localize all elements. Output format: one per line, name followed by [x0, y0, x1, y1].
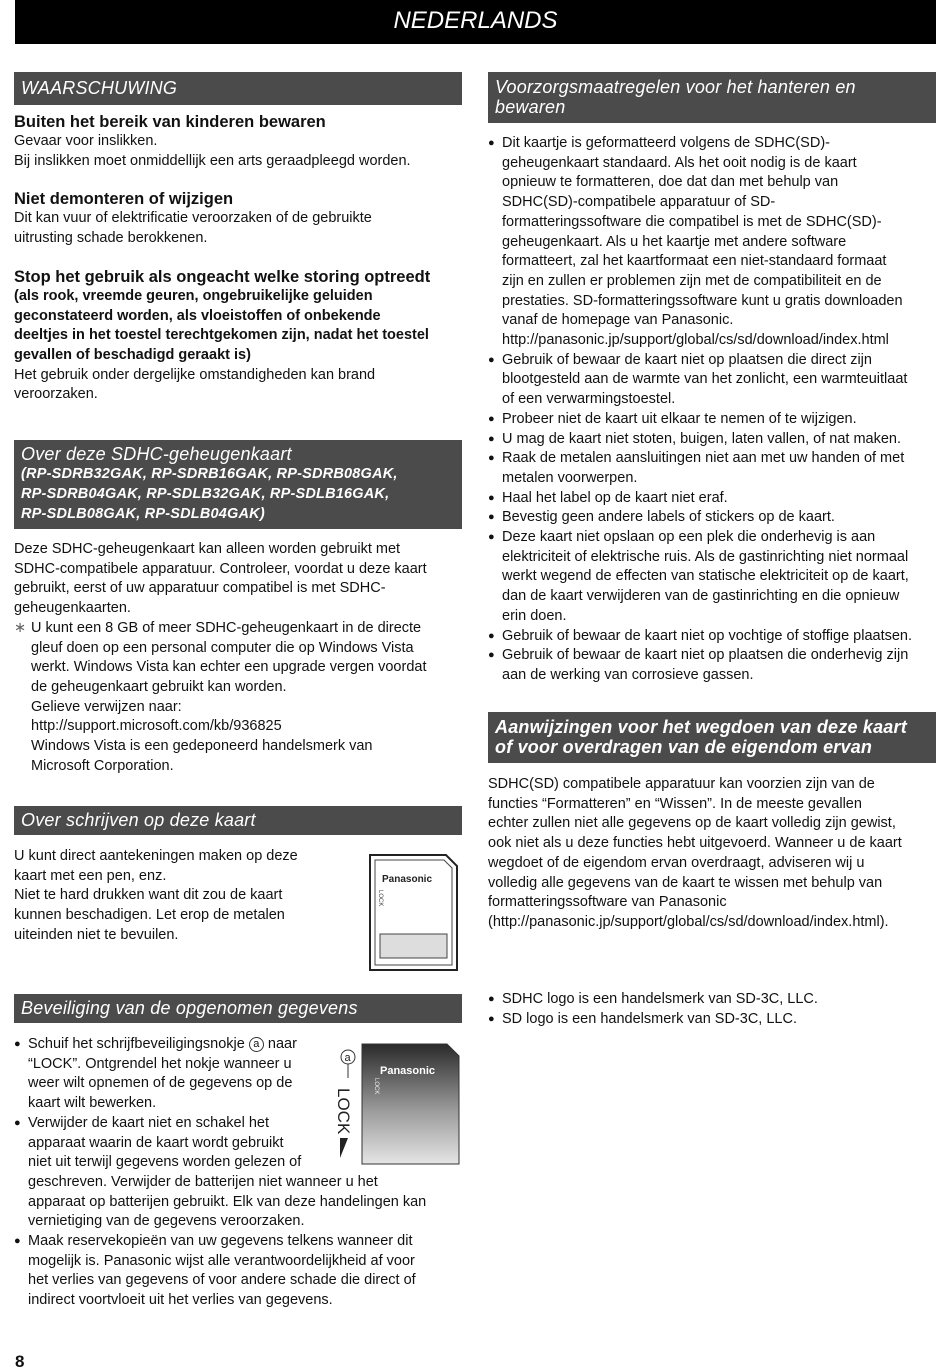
kids-line: Gevaar voor inslikken.	[14, 133, 158, 149]
security-line: naar	[267, 1036, 297, 1052]
card-lock-small: LOCK	[373, 1078, 379, 1095]
security-line: ● Verwijder de kaart niet en schakel het	[28, 1114, 269, 1131]
dismantle-line: Dit kan vuur of elektrificatie veroorzaken of de gebruikte	[14, 210, 372, 227]
trademark-item	[488, 990, 936, 1010]
disposal-line: volledig alle gegevens van de kaart te wissen met behulp van	[488, 874, 883, 891]
stop-bold-line: geconstateerd worden, als vloeistoffen of onbekende	[14, 307, 381, 324]
writing-line: kaart met een pen, enz.	[14, 867, 167, 884]
text-line: of een verwarmingstoestel.	[502, 391, 676, 408]
about-line: Deze SDHC-geheugenkaart kan alleen worden gebruikt met	[14, 541, 401, 557]
lock-label: LOCK	[334, 1088, 353, 1135]
kids-line: Bij inslikken moet onmiddellijk een arts geraadpleegd worden.	[14, 152, 411, 169]
disposal-heading	[488, 712, 936, 763]
panasonic-download-url: http://panasonic.jp/support/global/cs/sd/download/index.html	[502, 332, 889, 349]
security-line: kaart wilt bewerken.	[28, 1095, 157, 1112]
stop-bold-line: deeltjes in het toestel terechtgekomen zijn, nadat het toestel	[14, 327, 429, 344]
kids-title: Buiten het bereik van kinderen bewaren	[14, 113, 326, 131]
security-line: apparaat waarin de kaart wordt gebruikt	[28, 1134, 284, 1151]
dismantle-title: Niet demonteren of wijzigen	[14, 190, 234, 209]
note-line: de geheugenkaart gebruikt kan worden.	[31, 678, 287, 695]
card-lock-label: LOCK	[377, 890, 383, 907]
text-line: ● Raak de metalen aansluitingen niet aan met uw handen of met	[502, 450, 905, 467]
dismantle-line: uitrusting schade berokkenen.	[14, 230, 208, 247]
warning-section	[14, 112, 462, 405]
security-line: Schuif het schrijfbeveiligingsnokje	[28, 1036, 245, 1052]
text-line: blootgesteld aan de warmte van het zonlicht, een warmteuitlaat	[502, 371, 908, 388]
disposal-url: (http://panasonic.jp/support/global/cs/sd/download/index.html).	[488, 913, 889, 930]
handling-item	[488, 449, 936, 488]
lock-arrow-icon	[340, 1138, 348, 1158]
card-brand: Panasonic	[380, 1065, 436, 1077]
security-line: “LOCK”. Ontgrendel het nokje wanneer u	[28, 1055, 292, 1072]
sd-card-illustration	[368, 852, 460, 974]
handling-item	[488, 508, 936, 528]
trademarks-section	[488, 990, 936, 1029]
handling-item	[488, 351, 936, 410]
text-line: elektriciteit of elektrische ruis. Als de gastinrichting niet normaal	[502, 548, 909, 565]
text-line: geheugenkaart. Als u het kaartje met andere software	[502, 233, 847, 250]
text-line: ● U mag de kaart niet stoten, buigen, laten vallen, of nat maken.	[502, 430, 901, 447]
text-line: opnieuw te formatteren, doe dat dan met behulp van	[502, 174, 839, 191]
writing-line: U kunt direct aantekeningen maken op deze	[14, 848, 298, 864]
writing-area	[380, 934, 447, 958]
writing-line: Niet te hard drukken want dit zou de kaart	[14, 887, 283, 904]
handling-title-line: Voorzorgsmaatregelen voor het hanteren en	[495, 77, 856, 97]
security-heading: Beveiliging van de opgenomen gegevens	[14, 994, 462, 1023]
text-line: aan de werking van corrosieve gassen.	[502, 666, 754, 683]
text-line: ● Haal het label op de kaart niet eraf.	[502, 489, 728, 506]
about-models: (RP-SDRB32GAK, RP-SDRB16GAK, RP-SDRB08GAK,	[21, 466, 398, 482]
card-body	[362, 1044, 459, 1164]
note-line: U kunt een 8 GB of meer SDHC-geheugenkaart in de directe	[31, 619, 422, 636]
security-line: vernietiging van de gegevens veroorzaken.	[28, 1213, 305, 1230]
text-line: ● SD logo is een handelsmerk van SD-3C, LLC.	[502, 1010, 797, 1027]
note-line: werkt. Windows Vista kan echter een upgrade vergen voordat	[31, 659, 427, 676]
stop-bold-line: gevallen of beschadigd geraakt is)	[14, 346, 251, 363]
text-line: ● Gebruik of bewaar de kaart niet op vochtige of stoffige plaatsen.	[502, 627, 913, 644]
note-line: gleuf doen op een personal computer die op Windows Vista	[31, 639, 414, 656]
note-line: Microsoft Corporation.	[31, 757, 174, 774]
stop-line: veroorzaken.	[14, 386, 98, 403]
left-column	[14, 72, 462, 405]
about-line: SDHC-compatibele apparatuur. Controleer, voordat u deze kaart	[14, 560, 427, 577]
security-item	[14, 1232, 462, 1311]
sd-card-lock-illustration	[330, 1040, 462, 1166]
handling-heading	[488, 72, 936, 123]
about-card-section	[14, 440, 462, 776]
about-title: Over deze SDHC-geheugenkaart	[21, 444, 292, 464]
handling-item	[488, 646, 936, 685]
text-line: geheugenkaart standaard. Als het ooit nodig is de kaart	[502, 154, 857, 171]
writing-line: uiteinden niet te bevuilen.	[14, 926, 179, 943]
text-line: dan de kaart verwijderen van de gastinrichting en die opnieuw	[502, 588, 900, 605]
handling-item	[488, 489, 936, 509]
security-line: indirect voortvloeit uit het verlies van gegevens.	[28, 1292, 333, 1309]
disposal-title-line: of voor overdragen van de eigendom ervan	[495, 737, 873, 757]
text-line: ● Dit kaartje is geformatteerd volgens de SDHC(SD)-	[502, 135, 830, 151]
language-header: NEDERLANDS	[15, 0, 936, 44]
note-link: http://support.microsoft.com/kb/936825	[31, 718, 282, 735]
security-line: het verlies van gegevens of voor andere schade die direct of	[28, 1272, 416, 1289]
about-heading	[14, 440, 462, 529]
disposal-line: functies “Formatteren” en “Wissen”. In de meeste gevallen	[488, 795, 862, 812]
handling-list	[488, 134, 936, 686]
stop-bold-line: (als rook, vreemde geuren, ongebruikelijke geluiden	[14, 287, 373, 304]
note-line: Gelieve verwijzen naar:	[31, 698, 182, 715]
handling-item	[488, 430, 936, 450]
disposal-title-line: Aanwijzingen voor het wegdoen van deze kaart	[495, 717, 907, 737]
about-models: RP-SDLB08GAK, RP-SDLB04GAK)	[21, 506, 265, 522]
handling-title-line: bewaren	[495, 97, 566, 117]
security-line: apparaat op batterijen gebruikt. Elk van deze handelingen kan	[28, 1193, 427, 1210]
text-line: formatteert, zal het kaartformaat een niet-standaard formaat	[502, 253, 887, 270]
text-line: zijn en zullen er problemen zijn met de compatibiliteit en de	[502, 272, 882, 289]
security-line: weer wilt opnemen of de gegevens op de	[28, 1075, 293, 1092]
disposal-line: formatteringssoftware van Panasonic	[488, 894, 727, 911]
warning-heading: WAARSCHUWING	[14, 72, 462, 105]
note-line: Windows Vista is een gedeponeerd handelsmerk van	[31, 738, 373, 755]
callout-a-icon: a	[249, 1037, 264, 1052]
text-line: ● Gebruik of bewaar de kaart niet op plaatsen die onderhevig zijn	[502, 647, 909, 664]
security-line: mogelijk is. Panasonic wijst alle verantwoordelijkheid af voor	[28, 1252, 415, 1269]
text-line: vanaf de homepage van Panasonic.	[502, 312, 734, 329]
disposal-line: ook niet als u deze functies hebt uitgevoerd. Wanneer u de kaart	[488, 835, 902, 852]
disposal-line: wegdoet of de eigendom ervan overdraagt, adviseren wij u	[488, 854, 865, 871]
writing-heading: Over schrijven op deze kaart	[14, 806, 462, 835]
handling-item	[488, 410, 936, 430]
text-line: ● Bevestig geen andere labels of stickers op de kaart.	[502, 509, 835, 526]
text-line: metalen voorwerpen.	[502, 469, 638, 486]
text-line: erin doen.	[502, 607, 567, 624]
security-line: geschreven. Verwijder de batterijen niet wanneer u het	[28, 1173, 378, 1190]
about-line: geheugenkaarten.	[14, 600, 131, 617]
text-line: ● Deze kaart niet opslaan op een plek die onderhevig is aan	[502, 529, 876, 546]
trademark-item	[488, 1010, 936, 1030]
asterisk-icon: ∗	[14, 619, 27, 636]
text-line: formatteringssoftware die compatibel is met de SDHC(SD)-	[502, 213, 882, 230]
disposal-line: echter zullen niet alle gegevens op de kaart volledig zijn gewist,	[488, 815, 896, 832]
card-brand: Panasonic	[382, 874, 433, 885]
security-line: niet uit terwijl gegevens worden gelezen of	[28, 1154, 302, 1171]
right-column	[488, 72, 936, 686]
handling-item	[488, 627, 936, 647]
text-line: ● Probeer niet de kaart uit elkaar te nemen of te wijzigen.	[502, 410, 857, 427]
trademark-list	[488, 990, 936, 1029]
text-line: SDHC(SD)-compatibele apparatuur of SD-	[502, 194, 776, 211]
writing-line: kunnen beschadigen. Let erop de metalen	[14, 907, 285, 924]
page-number: 8	[15, 1352, 25, 1371]
about-models: RP-SDRB04GAK, RP-SDLB32GAK, RP-SDLB16GAK,	[21, 486, 390, 502]
security-line: ● Maak reservekopieën van uw gegevens telkens wanneer dit	[28, 1233, 413, 1250]
text-line: prestaties. SD-formatteringssoftware kunt u gratis downloaden	[502, 292, 903, 309]
text-line: werkt wegend de effecten van statische elektriciteit op de kaart,	[502, 568, 909, 585]
text-line: ● Gebruik of bewaar de kaart niet op plaatsen die direct zijn	[502, 351, 872, 368]
handling-item	[488, 134, 936, 351]
handling-item	[488, 528, 936, 627]
windows-vista-note	[14, 619, 462, 777]
disposal-line: SDHC(SD) compatibele apparatuur kan voorzien zijn van de	[488, 776, 875, 792]
stop-title: Stop het gebruik als ongeacht welke storing optreedt	[14, 267, 431, 286]
disposal-section	[488, 712, 936, 933]
callout-a-label: a	[344, 1052, 351, 1064]
about-line: gebruikt, eerst of uw apparatuur compatibel is met SDHC-	[14, 580, 386, 597]
stop-line: Het gebruik onder dergelijke omstandigheden kan brand	[14, 366, 376, 383]
text-line: ● SDHC logo is een handelsmerk van SD-3C, LLC.	[502, 991, 818, 1007]
